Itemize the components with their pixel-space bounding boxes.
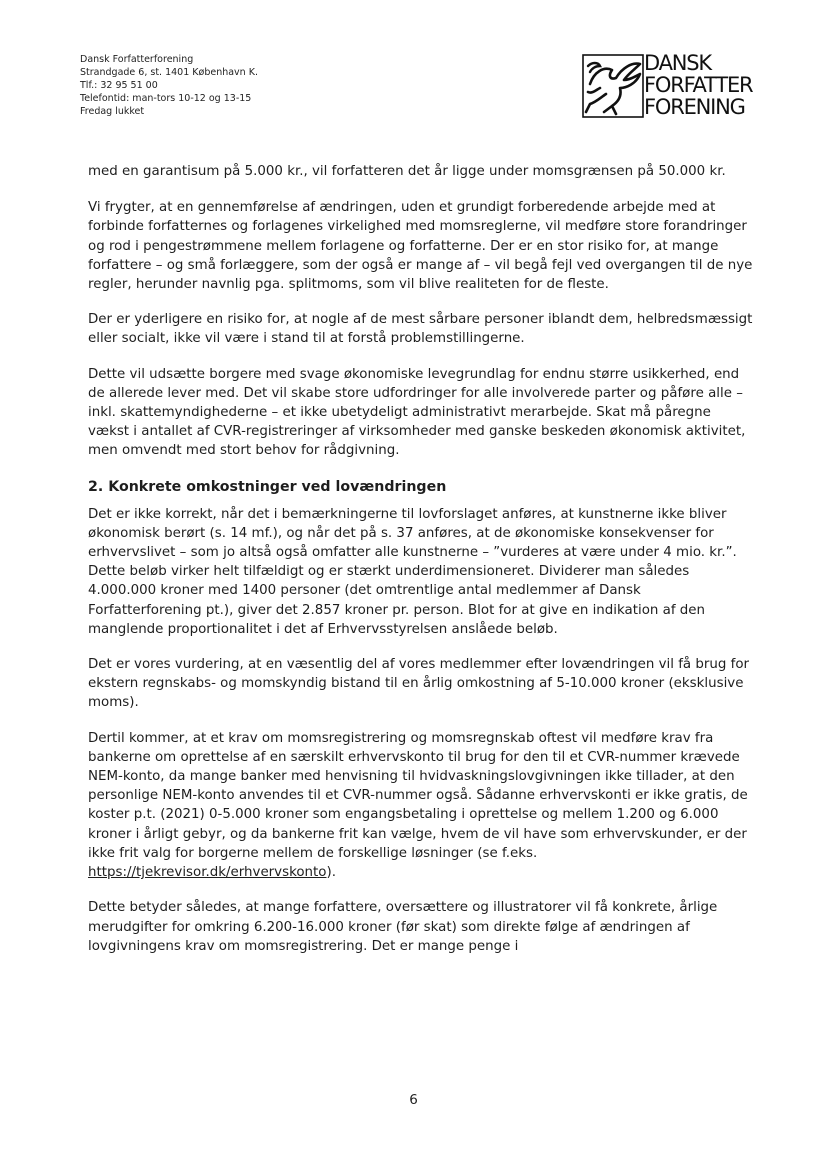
paragraph-uncertainty: Dette vil udsætte borgere med svage økonomiske levegrundlag for endnu større usikkerhed, end de allerede lever med. Det vil skabe store udfordringer for alle involverede parter og påføre alle – inkl. skattemyndighederne – et ikke ubetydeligt administrativt merarbejde. Skat må påregne vækst i antallet af CVR-registreringer af virksomheder med ganske beskeden økonomisk aktivitet, men omvendt med stort behov for rådgivning. — [88, 366, 746, 459]
logo-wordmark — [644, 52, 752, 118]
sender-phone: Tlf.: 32 95 51 00 — [80, 80, 158, 91]
logo-word-forfatter: FORFATTER — [644, 73, 753, 97]
letter-body — [88, 162, 756, 972]
paragraph-guarantee-sum: med en garantisum på 5.000 kr., vil forfatteren det år ligge under momsgrænsen på 50.000 kr. — [88, 164, 726, 179]
page-number: 6 — [409, 1092, 418, 1108]
sender-name: Dansk Forfatterforening — [80, 54, 194, 65]
tjekrevisor-link[interactable]: https://tjekrevisor.dk/erhvervskonto — [88, 865, 327, 881]
business-account-text: Dertil kommer, at et krav om momsregistrering og momsregnskab oftest vil medføre krav fra bankerne om oprettelse af en særskilt erhvervskonto til brug for den til et CVR-nummer krævede NEM-konto, da mange banker med henvisning til hvidvaskningslovgivningen ikke tillader, at den personlige NEM-konto anvendes til et CVR-nummer også. Sådanne erhvervskonti er ikke gratis, de koster p.t. (2021) 0-5.000 kroner som engangsbetaling i oprettelse og mellem 1.200 og 6.000 kroner i årligt gebyr, og da bankerne frit kan vælge, hvem de vil have som erhvervskunder, er der ikke frit valg for borgerne mellem de forskellige løsninger (se f.eks. — [88, 730, 748, 861]
logo-word-forening: FORENING — [644, 95, 745, 119]
paragraph-external-assistance: Det er vores vurdering, at en væsentlig del af vores medlemmer efter lovændringen vil få brug for ekstern regnskabs- og momskyndig bistand til en årlig omkostning af 5-10.000 kroner (eksklusive moms). — [88, 657, 750, 711]
sender-phone-hours: Telefontid: man-tors 10-12 og 13-15 — [80, 93, 252, 104]
sender-address-block — [80, 53, 258, 118]
logo-word-dansk: DANSK — [644, 51, 711, 75]
dansk-forfatterforening-logo — [578, 50, 774, 124]
sender-street: Strandgade 6, st. 1401 København K. — [80, 67, 258, 78]
paragraph-vulnerable-persons: Der er yderligere en risiko for, at nogle af de mest sårbare personer iblandt dem, helbredsmæssigt eller socialt, ikke vil være i stand til at forstå problemstillingerne. — [88, 312, 753, 347]
business-account-text-end: ). — [326, 865, 336, 881]
section-heading-costs: 2. Konkrete omkostninger ved lovændringen — [88, 478, 447, 495]
paragraph-business-account — [88, 729, 756, 883]
sender-friday-closed: Fredag lukket — [80, 106, 145, 117]
paragraph-incorrect-estimate: Det er ikke korrekt, når det i bemærkningerne til lovforslaget anføres, at kunstnerne ikke bliver økonomisk berørt (s. 14 mf.), og når det på s. 37 anføres, at de økonomiske konsekvenser for erhvervslivet – som jo altså også omfatter alle kunstnerne – ”vurderes at være under 4 mio. kr.”. Dette beløb virker helt tilfældigt og er stærkt underdimensioneret. Dividerer man således 4.000.000 kroner med 1400 personer (det omtrentlige antal medlemmer af Dansk Forfatterforening pt.), giver det 2.857 kroner pr. person. Blot for at give en indikation af den manglende proportionalitet i det af Erhvervsstyrelsen anslåede beløb. — [88, 506, 737, 637]
paragraph-annual-extra-costs: Dette betyder således, at mange forfattere, oversættere og illustratorer vil få konkrete, årlige merudgifter for omkring 6.200-16.000 kroner (før skat) som direkte følge af ændringen af lovgivningens krav om momsregistrering. Det er mange penge i — [88, 900, 718, 954]
pegasus-logo-icon — [582, 54, 644, 118]
paragraph-risk-of-errors: Vi frygter, at en gennemførelse af ændringen, uden et grundigt forberedende arbejde med at forbinde forfatternes og forlagenes virkelighed med momsreglerne, vil medføre store forandringer og rod i pengestrømmene mellem forlagene og forfatterne. Der er en stor risiko for, at mange forfattere – og små forlæggere, som der også er mange af – vil begå fejl ved overgangen til de nye regler, herunder navnlig pga. splitmoms, som vil blive realiteten for de fleste. — [88, 200, 753, 293]
